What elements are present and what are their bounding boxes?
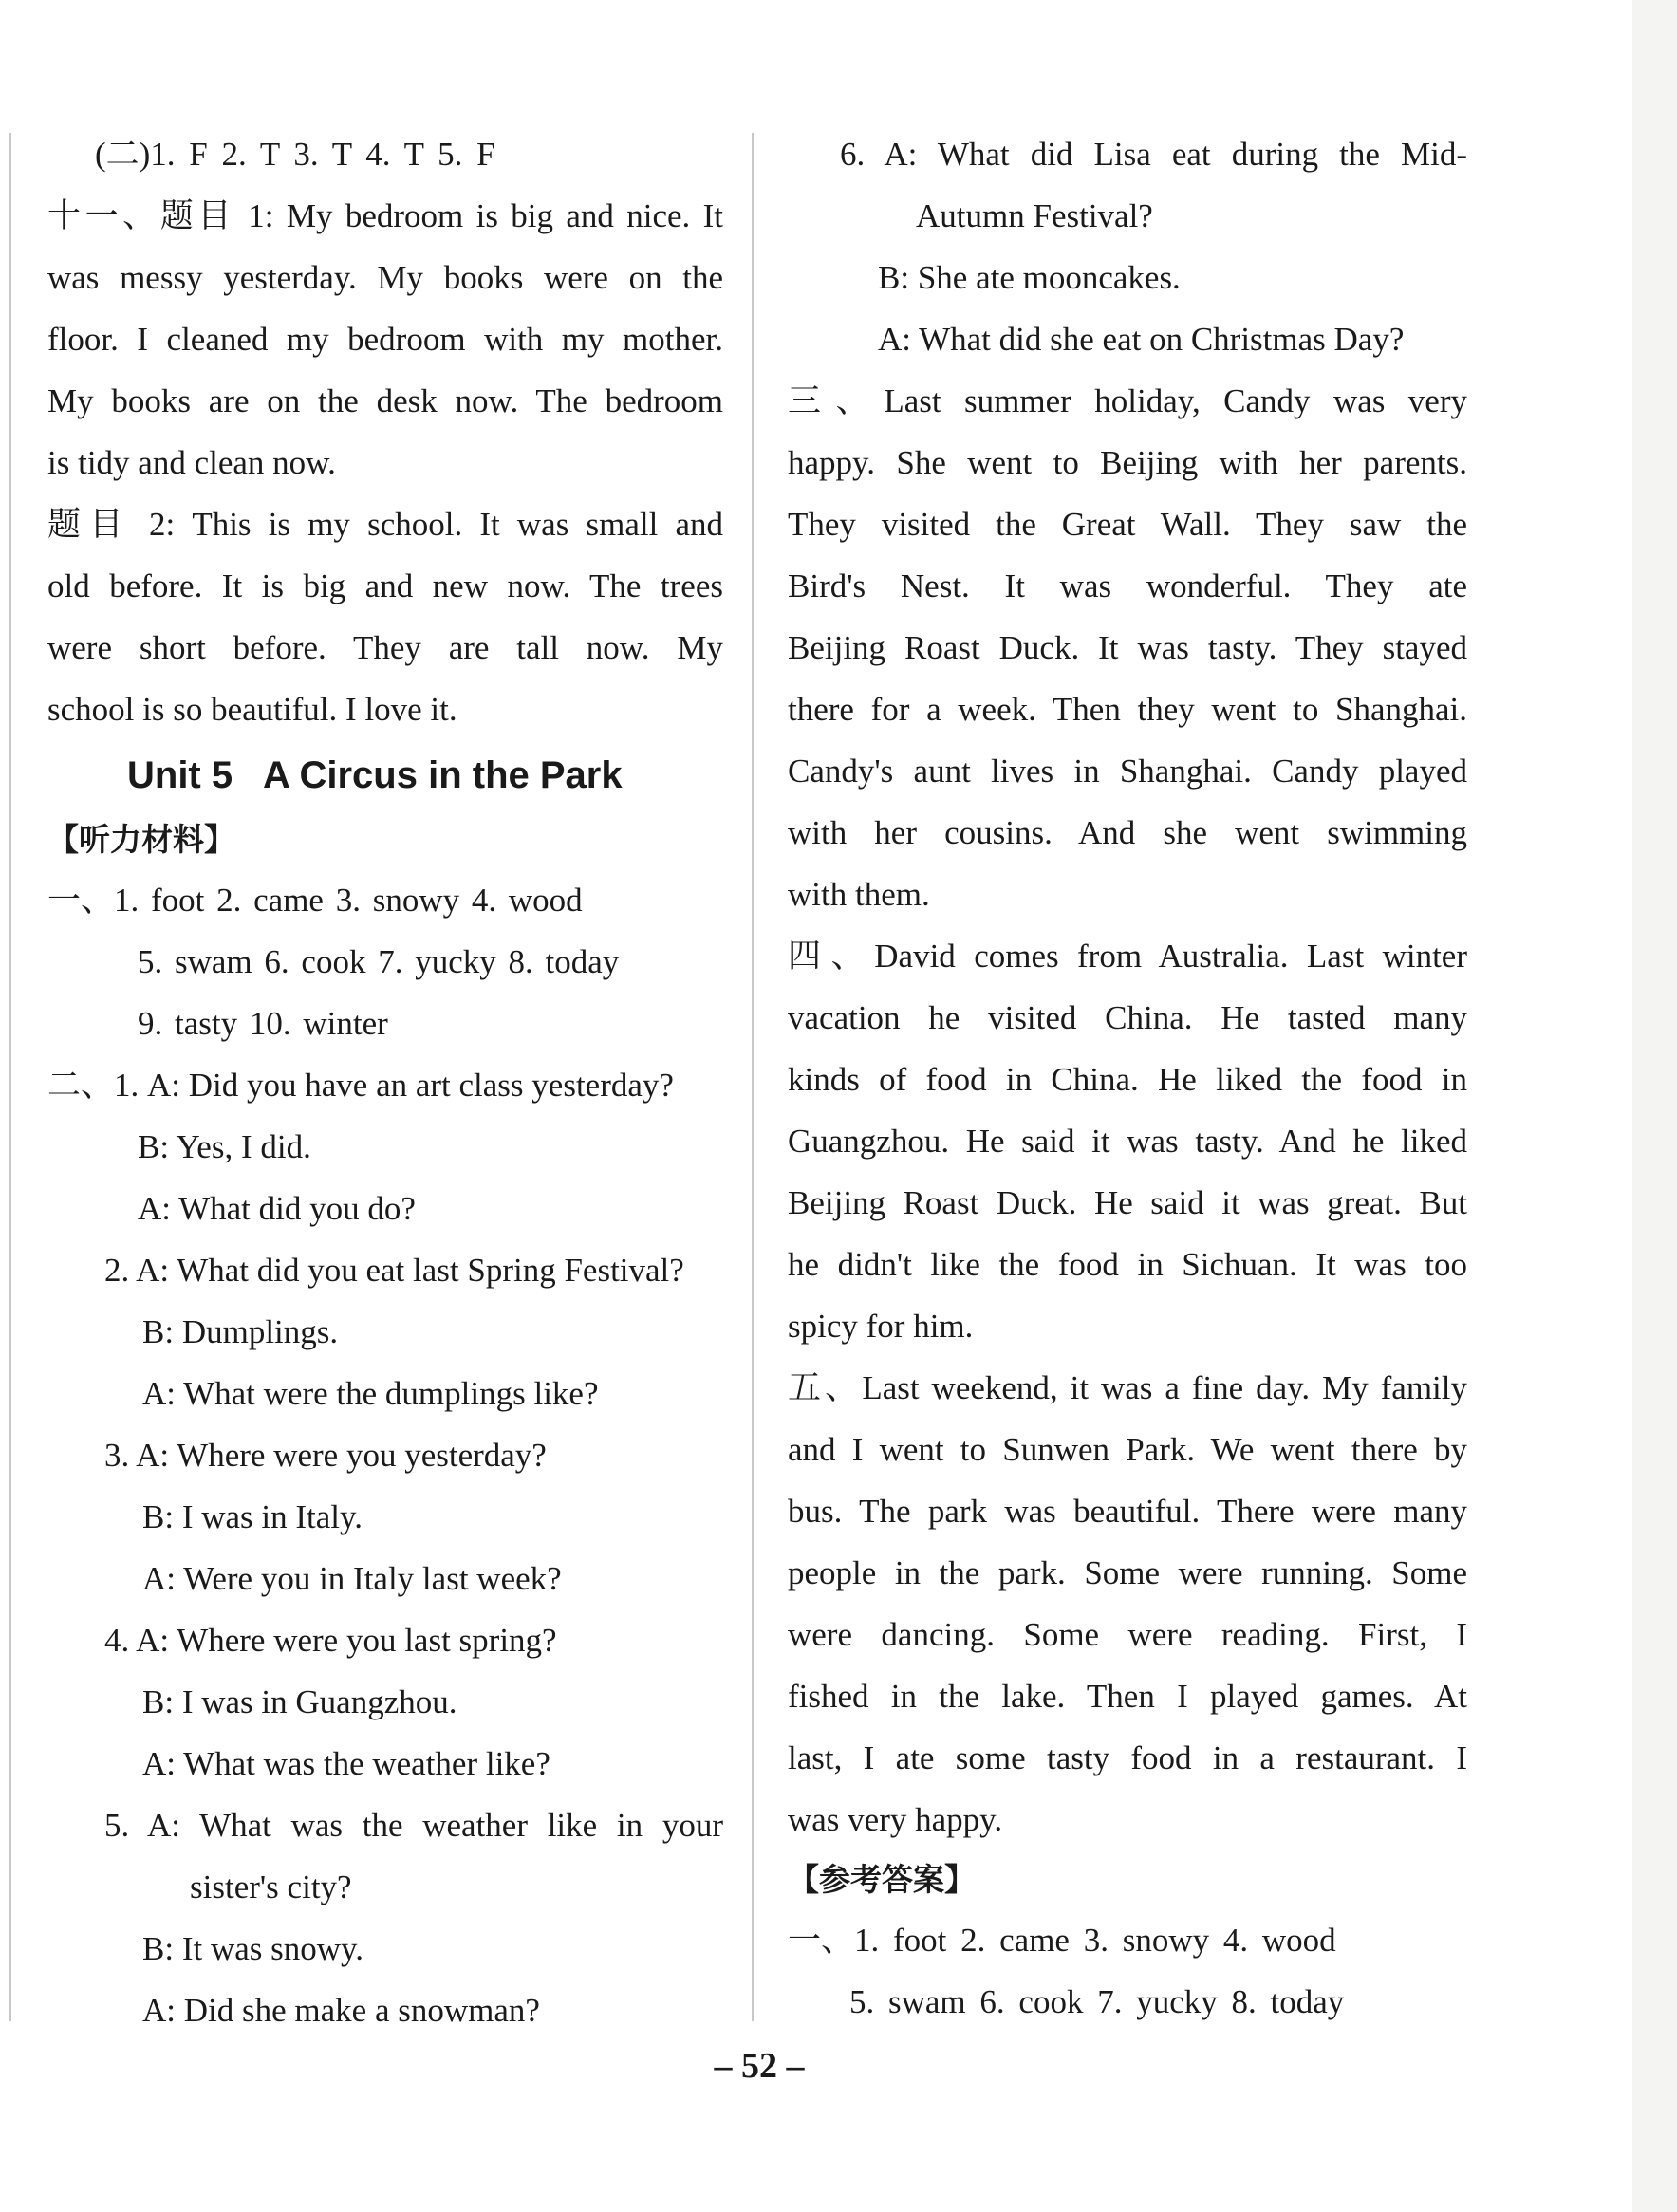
passage-line: there for a week. Then they went to Shanghai. <box>788 691 1467 728</box>
passage-line: and I went to Sunwen Park. We went there by <box>788 1431 1467 1468</box>
answer-line: 一、1. foot 2. came 3. snowy 4. wood <box>788 1922 1336 1959</box>
essay-line: 题目 2: This is my school. It was small and <box>47 506 723 543</box>
passage-line: with her cousins. And she went swimming <box>788 814 1467 851</box>
left-column <box>47 123 723 2041</box>
right-column <box>788 123 1467 2033</box>
passage-line: were dancing. Some were reading. First, I <box>788 1616 1467 1653</box>
passage-line: was very happy. <box>788 1801 1003 1838</box>
essay-line: My books are on the desk now. The bedroom <box>47 382 723 419</box>
dialogue-line: B: I was in Guangzhou. <box>142 1683 457 1720</box>
passage-line: happy. She went to Beijing with her parents. <box>788 444 1467 481</box>
essay-line: old before. It is big and new now. The trees <box>47 567 723 604</box>
word-list-line: 9. tasty 10. winter <box>138 1005 388 1042</box>
passage-line: Beijing Roast Duck. He said it was great. But <box>788 1184 1467 1221</box>
passage-line: kinds of food in China. He liked the food in <box>788 1061 1467 1098</box>
passage-line: Guangzhou. He said it was tasty. And he liked <box>788 1123 1467 1160</box>
answer-line: 5. swam 6. cook 7. yucky 8. today <box>849 1983 1345 2020</box>
passage-line: vacation he visited China. He tasted many <box>788 999 1467 1036</box>
essay-line: was messy yesterday. My books were on the <box>47 259 723 296</box>
dialogue-line: B: Dumplings. <box>142 1313 339 1350</box>
dialogue-line: A: What was the weather like? <box>142 1745 550 1782</box>
dialogue-line: B: It was snowy. <box>142 1930 364 1967</box>
dialogue-line: 2. A: What did you eat last Spring Festival? <box>104 1252 684 1289</box>
dialogue-line: B: I was in Italy. <box>142 1498 363 1535</box>
dialogue-line: 5. A: What was the weather like in your <box>104 1807 723 1844</box>
dialogue-line: A: What were the dumplings like? <box>142 1375 599 1412</box>
column-divider <box>752 133 754 2021</box>
passage-line: with them. <box>788 876 930 913</box>
answer-line: (二)1. F 2. T 3. T 4. T 5. F <box>95 136 495 173</box>
dialogue-line: 3. A: Where were you yesterday? <box>104 1437 547 1474</box>
passage-line: spicy for him. <box>788 1308 974 1345</box>
passage-line: 五、Last weekend, it was a fine day. My family <box>788 1369 1467 1406</box>
dialogue-line: 6. A: What did Lisa eat during the Mid- <box>840 136 1467 173</box>
word-list-line: 一、1. foot 2. came 3. snowy 4. wood <box>47 882 583 919</box>
essay-line: 十一、题目 1: My bedroom is big and nice. It <box>47 197 723 234</box>
passage-line: Bird's Nest. It was wonderful. They ate <box>788 567 1467 604</box>
essay-line: is tidy and clean now. <box>47 444 336 481</box>
dialogue-line: B: She ate mooncakes. <box>878 259 1181 296</box>
listening-heading: 【听力材料】 <box>47 821 235 858</box>
passage-line: They visited the Great Wall. They saw the <box>788 506 1467 543</box>
word-list-line: 5. swam 6. cook 7. yucky 8. today <box>138 943 620 980</box>
passage-line: people in the park. Some were running. Some <box>788 1554 1467 1591</box>
page-number: – 52 – <box>714 2046 805 2086</box>
dialogue-line: sister's city? <box>190 1868 352 1905</box>
dialogue-line: 4. A: Where were you last spring? <box>104 1622 557 1659</box>
passage-line: Beijing Roast Duck. It was tasty. They stayed <box>788 629 1467 666</box>
passage-line: 四、David comes from Australia. Last winter <box>788 938 1467 975</box>
dialogue-line: Autumn Festival? <box>916 197 1153 234</box>
passage-line: last, I ate some tasty food in a restaurant. I <box>788 1739 1467 1776</box>
passage-line: Candy's aunt lives in Shanghai. Candy played <box>788 753 1467 790</box>
passage-line: fished in the lake. Then I played games. At <box>788 1678 1467 1715</box>
passage-line: 三、Last summer holiday, Candy was very <box>788 382 1467 419</box>
dialogue-line: A: Were you in Italy last week? <box>142 1560 562 1597</box>
essay-line: floor. I cleaned my bedroom with my mother. <box>47 321 723 358</box>
dialogue-line: A: What did you do? <box>138 1190 416 1227</box>
essay-line: were short before. They are tall now. My <box>47 629 723 666</box>
dialogue-line: 二、1. A: Did you have an art class yesterday? <box>47 1067 674 1104</box>
passage-line: he didn't like the food in Sichuan. It was too <box>788 1246 1467 1283</box>
passage-line: bus. The park was beautiful. There were many <box>788 1493 1467 1530</box>
dialogue-line: A: What did she eat on Christmas Day? <box>878 321 1405 358</box>
dialogue-line: A: Did she make a snowman? <box>142 1992 540 2029</box>
column-divider <box>9 133 11 2021</box>
answers-heading: 【参考答案】 <box>788 1861 976 1898</box>
dialogue-line: B: Yes, I did. <box>138 1128 311 1165</box>
essay-line: school is so beautiful. I love it. <box>47 691 457 728</box>
unit-title: Unit 5 A Circus in the Park <box>127 754 623 796</box>
